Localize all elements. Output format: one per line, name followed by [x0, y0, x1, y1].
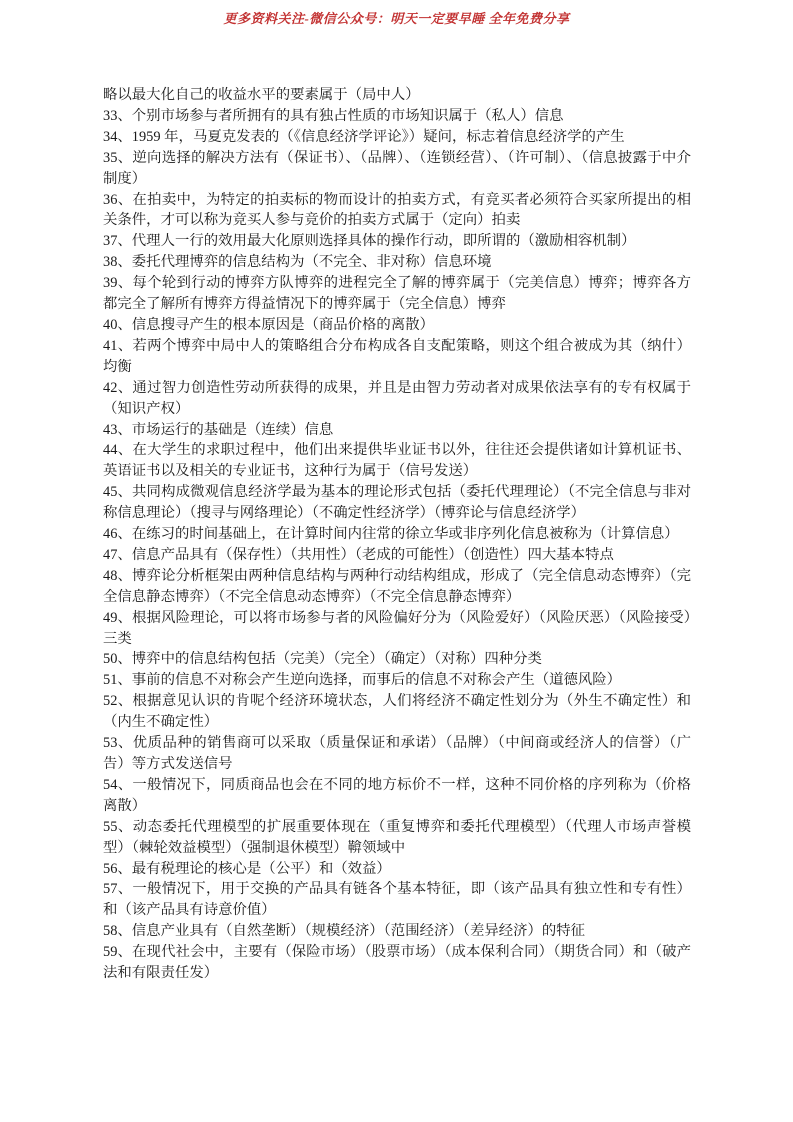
- document-paragraph: 55、动态委托代理模型的扩展重要体现在（重复博弈和委托代理模型）（代理人市场声誉模型）（棘轮效益模型）（强制退休模型）鞥领域中: [103, 818, 691, 856]
- document-paragraph: 57、一般情况下，用于交换的产品具有链各个基本特征，即（该产品具有独立性和专有性）和（该产品具有诗意价值）: [103, 881, 691, 919]
- document-paragraph: 42、通过智力创造性劳动所获得的成果，并且是由智力劳动者对成果依法享有的专有权属于（知识产权）: [103, 379, 691, 417]
- document-paragraph: 48、博弈论分析框架由两种信息结构与两种行动结构组成，形成了（完全信息动态博弈）（完全信息静态博弈）（不完全信息动态博弈）（不完全信息静态博弈）: [103, 567, 691, 605]
- document-paragraph: 50、博弈中的信息结构包括（完美）（完全）（确定）（对称）四种分类: [103, 651, 542, 668]
- promo-header-text: 更多资料关注-微信公众号：明天一定要早睡 全年免费分享: [223, 11, 570, 26]
- document-paragraph: 35、逆向选择的解决方法有（保证书）、（品牌）、（连锁经营）、（许可制）、（信息披露于中介制度）: [103, 149, 691, 187]
- document-paragraph: 47、信息产品具有（保存性）（共用性）（老成的可能性）（创造性）四大基本特点: [103, 546, 614, 563]
- document-paragraph: 46、在练习的时间基础上，在计算时间内往常的徐立华或非序列化信息被称为（计算信息）: [103, 526, 679, 543]
- document-paragraph: 44、在大学生的求职过程中，他们出来提供毕业证书以外，往往还会提供诸如计算机证书、英语证书以及相关的专业证书，这种行为属于（信号发送）: [103, 442, 691, 480]
- document-paragraph: 49、根据风险理论，可以将市场参与者的风险偏好分为（风险爱好）（风险厌恶）（风险接受）三类: [103, 609, 691, 647]
- document-paragraph: 37、代理人一行的效用最大化原则选择具体的操作行动，即所谓的（激励相容机制）: [103, 233, 636, 250]
- document-paragraph: 45、共同构成微观信息经济学最为基本的理论形式包括（委托代理理论）（不完全信息与非对称信息理论）（搜寻与网络理论）（不确定性经济学）（博弈论与信息经济学）: [103, 484, 691, 522]
- document-paragraph: 39、每个轮到行动的博弈方队博弈的进程完全了解的博弈属于（完美信息）博弈；博弈各方都完全了解所有博弈方得益情况下的博弈属于（完全信息）博弈: [103, 275, 691, 313]
- document-paragraph: 40、信息搜寻产生的根本原因是（商品价格的离散）: [103, 316, 434, 333]
- document-paragraph: 54、一般情况下，同质商品也会在不同的地方标价不一样，这种不同价格的序列称为（价格离散）: [103, 776, 691, 814]
- document-paragraph: 56、最有税理论的核心是（公平）和（效益）: [103, 860, 391, 877]
- document-paragraph: 41、若两个博弈中局中人的策略组合分布构成各自支配策略，则这个组合被成为其（纳什）均衡: [103, 337, 691, 375]
- document-paragraph: 43、市场运行的基础是（连续）信息: [103, 421, 334, 438]
- document-paragraph: 51、事前的信息不对称会产生逆向选择，而事后的信息不对称会产生（道德风险）: [103, 672, 622, 689]
- document-paragraph: 36、在拍卖中，为特定的拍卖标的物而设计的拍卖方式，有竞买者必须符合买家所提出的相关条件，才可以称为竞买人参与竞价的拍卖方式属于（定向）拍卖: [103, 191, 691, 229]
- document-paragraph: 34、1959 年，马夏克发表的（《信息经济学评论》）疑问，标志着信息经济学的产生: [103, 128, 625, 145]
- document-paragraph: 52、根据意见认识的肯呢个经济环境状态，人们将经济不确定性划分为（外生不确定性）和（内生不确定性）: [103, 693, 691, 731]
- document-paragraph: 53、优质品种的销售商可以采取（质量保证和承诺）（品牌）（中间商或经济人的信誉）（广告）等方式发送信号: [103, 735, 691, 772]
- document-paragraph: 58、信息产业具有（自然垄断）（规模经济）（范围经济）（差异经济）的特征: [103, 923, 586, 940]
- document-paragraph: 38、委托代理博弈的信息结构为（不完全、非对称）信息环境: [103, 254, 492, 271]
- document-paragraph: 33、个别市场参与者所拥有的具有独占性质的市场知识属于（私人）信息: [103, 107, 564, 124]
- document-content: [103, 85, 691, 984]
- document-paragraph: 略以最大化自己的收益水平的要素属于（局中人）: [103, 87, 420, 103]
- document-paragraph: 59、在现代社会中，主要有（保险市场）（股票市场）（成本保利合同）（期货合同）和（破产法和有限责任发）: [103, 944, 691, 982]
